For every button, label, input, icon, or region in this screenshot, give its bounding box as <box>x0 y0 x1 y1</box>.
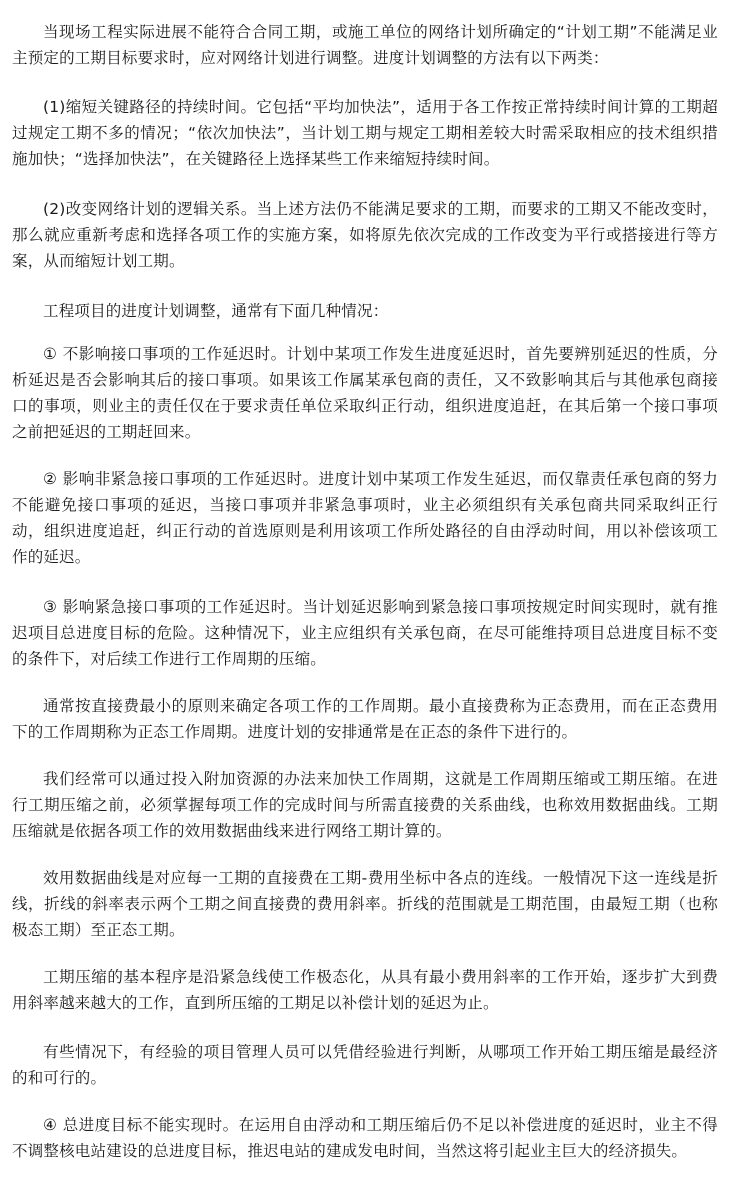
paragraph: ① 不影响接口事项的工作延迟时。计划中某项工作发生进度延迟时，首先要辨别延迟的性质，分析延迟是否会影响其后的接口事项。如果该工作属某承包商的责任，又不致影响其后与其他承包商接口的事项，则业主的责任仅在于要求责任单位采取纠正行动，组织进度追赶，在其后第一个接口事项之前把延迟的工期赶回来。 <box>12 345 718 441</box>
paragraph: 工期压缩的基本程序是沿紧急线使工作极态化，从具有最小费用斜率的工作开始，逐步扩大到费用斜率越来越大的工作，直到所压缩的工期足以补偿计划的延迟为止。 <box>12 968 718 1012</box>
paragraph: ④ 总进度目标不能实现时。在运用自由浮动和工期压缩后仍不足以补偿进度的延迟时，业主不得不调整核电站建设的总进度目标，推迟电站的建成发电时间，当然这将引起业主巨大的经济损失。 <box>12 1116 718 1160</box>
paragraph: (1)缩短关键路径的持续时间。它包括“平均加快法”，适用于各工作按正常持续时间计算的工期超过规定工期不多的情况；“依次加快法”，当计划工期与规定工期相差较大时需采取相应的技术组织措施加快；“选择加快法”，在关键路径上选择某些工作来缩短持续时间。 <box>12 98 718 168</box>
paragraph: 通常按直接费最小的原则来确定各项工作的工作周期。最小直接费称为正态费用，而在正态费用下的工作周期称为正态工作周期。进度计划的安排通常是在正态的条件下进行的。 <box>12 697 718 741</box>
paragraph: (2)改变网络计划的逻辑关系。当上述方法仍不能满足要求的工期，而要求的工期又不能改变时，那么就应重新考虑和选择各项工作的实施方案，如将原先依次完成的工作改变为平行或搭接进行等方案，从而缩短计划工期。 <box>12 200 718 270</box>
paragraph: 效用数据曲线是对应每一工期的直接费在工期-费用坐标中各点的连线。一般情况下这一连线是折线，折线的斜率表示两个工期之间直接费的费用斜率。折线的范围就是工期范围，由最短工期（也称极态工期）至正态工期。 <box>12 869 718 939</box>
paragraph: 当现场工程实际进展不能符合合同工期，或施工单位的网络计划所确定的“计划工期”不能满足业主预定的工期目标要求时，应对网络计划进行调整。进度计划调整的方法有以下两类： <box>12 23 718 67</box>
paragraph: 我们经常可以通过投入附加资源的办法来加快工作周期，这就是工作周期压缩或工期压缩。在进行工期压缩之前，必须掌握每项工作的完成时间与所需直接费的关系曲线，也称效用数据曲线。工期压缩就是依据各项工作的效用数据曲线来进行网络工期计算的。 <box>12 770 718 840</box>
paragraph: ② 影响非紧急接口事项的工作延迟时。进度计划中某项工作发生延迟，而仅靠责任承包商的努力不能避免接口事项的延迟，当接口事项并非紧急事项时，业主必须组织有关承包商共同采取纠正行动，组织进度追赶，纠正行动的首选原则是利用该项工作所处路径的自由浮动时间，用以补偿该项工作的延迟。 <box>12 470 718 566</box>
paragraph: ③ 影响紧急接口事项的工作延迟时。当计划延迟影响到紧急接口事项按规定时间实现时，就有推迟项目总进度目标的危险。这种情况下，业主应组织有关承包商，在尽可能维持项目总进度目标不变的条件下，对后续工作进行工作周期的压缩。 <box>12 598 718 668</box>
paragraph: 有些情况下，有经验的项目管理人员可以凭借经验进行判断，从哪项工作开始工期压缩是最经济的和可行的。 <box>12 1043 718 1087</box>
paragraph: 工程项目的进度计划调整，通常有下面几种情况： <box>43 302 389 320</box>
